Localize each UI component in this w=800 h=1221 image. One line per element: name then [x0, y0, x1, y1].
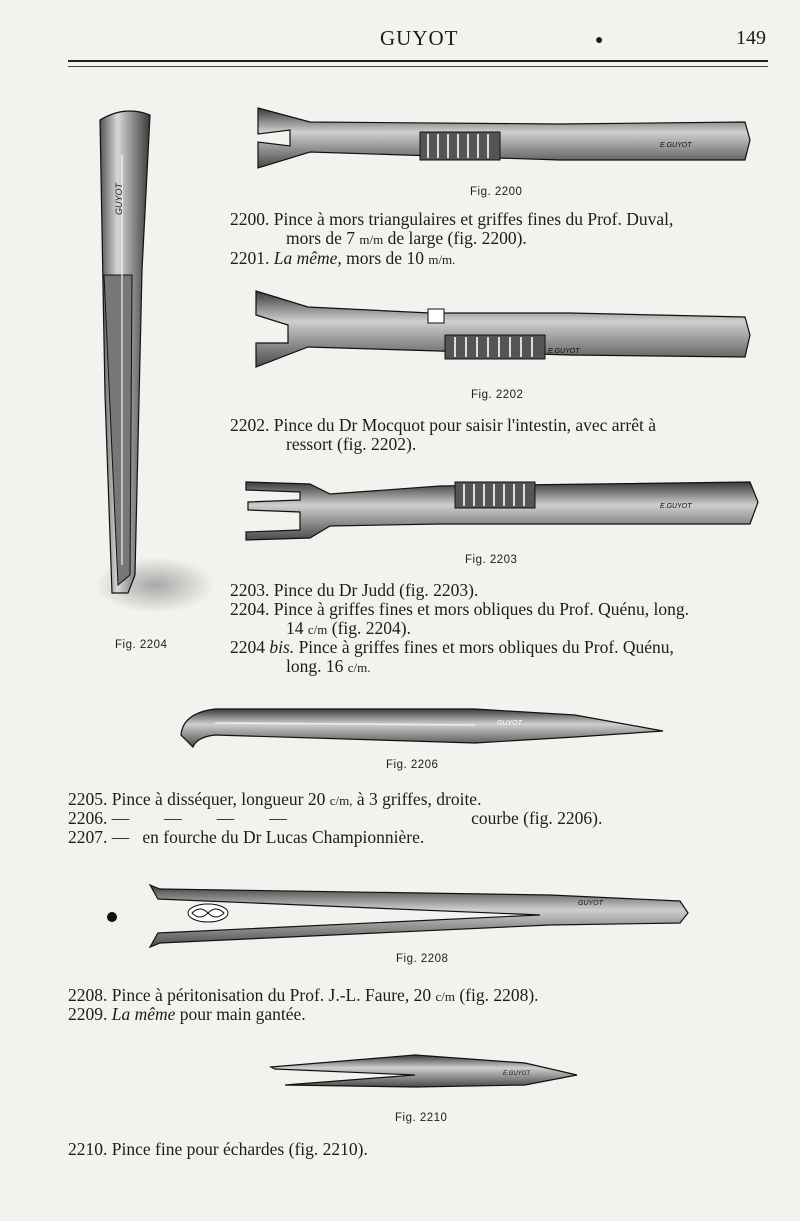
forceps-2204-illustration [70, 95, 220, 640]
entry-text: Pince à griffes fines et mors obliques du Prof. Quénu, long. [273, 599, 689, 619]
entry-2200 [230, 211, 673, 228]
unit-fraction: c/m [435, 989, 455, 1004]
figure-label-2202: Fig. 2202 [471, 389, 524, 401]
entry-italic: La même, [273, 248, 342, 268]
engraving-e-guyot-2200: E.GUYOT [660, 142, 692, 149]
header-rule-thin [68, 66, 768, 67]
figure-label-2206: Fig. 2206 [386, 759, 439, 771]
entry-italic: La même [111, 1004, 176, 1024]
unit-fraction: c/m. [347, 660, 371, 675]
page-number: 149 [736, 27, 766, 49]
unit-fraction: c/m, [329, 793, 353, 808]
engraving-e-guyot-2210: E.GUYOT [503, 1071, 531, 1077]
entry-text: (fig. 2204). [331, 618, 411, 638]
entry-text: Pince fine pour échardes (fig. 2210). [111, 1139, 368, 1159]
entry-text: — en fourche du Dr Lucas Championnière. [111, 827, 425, 847]
header-rule [68, 60, 768, 62]
figure-label-2203: Fig. 2203 [465, 554, 518, 566]
engraving-guyot-2208: GUYOT [578, 900, 603, 907]
forceps-2203-illustration [240, 468, 765, 553]
entry-text: (fig. 2208). [459, 985, 539, 1005]
entry-text: de large (fig. 2200). [387, 228, 527, 248]
engraving-guyot-2204: GUYOT [114, 182, 124, 215]
entry-2204-bis-line2 [286, 658, 371, 676]
entry-number: 2200. [230, 209, 270, 229]
entry-number: 2208. [68, 985, 108, 1005]
entry-2208 [68, 987, 539, 1005]
engraving-guyot-2206: GUYOT [497, 720, 522, 727]
engraving-e-guyot-2202: E.GUYOT [548, 348, 580, 355]
forceps-2210-illustration [265, 1045, 585, 1095]
entry-number: 2203. [230, 580, 270, 600]
entry-text: Pince à griffes fines et mors obliques du Prof. Quénu, [298, 637, 674, 657]
page-header-title: GUYOT [380, 26, 459, 50]
entry-number: 2204 [230, 637, 265, 657]
entry-2210 [68, 1141, 368, 1158]
entry-number: 2207. [68, 827, 108, 847]
entry-number: 2209. [68, 1004, 108, 1024]
forceps-2206-illustration [175, 695, 670, 755]
forceps-2200-illustration [250, 100, 755, 172]
entry-number: 2205. [68, 789, 108, 809]
entry-text: Pince à péritonisation du Prof. J.-L. Faure, 20 [111, 985, 432, 1005]
entry-2205 [68, 791, 481, 809]
entry-number: 2210. [68, 1139, 108, 1159]
entry-2207 [68, 829, 424, 846]
figure-label-2210: Fig. 2210 [395, 1112, 448, 1124]
entry-2202 [230, 417, 656, 434]
entry-text: long. 16 [286, 656, 344, 676]
unit-fraction: m/m. [428, 252, 456, 267]
entry-2204-line2 [286, 620, 411, 638]
entry-2209 [68, 1006, 306, 1023]
unit-fraction: m/m [359, 232, 384, 247]
entry-text: Pince à mors triangulaires et griffes fines du Prof. Duval, [273, 209, 674, 229]
entry-text: ressort (fig. 2202). [286, 434, 417, 454]
forceps-2202-illustration [250, 285, 755, 380]
entry-number: 2204. [230, 599, 270, 619]
engraving-e-guyot-2203: E.GUYOT [660, 503, 692, 510]
entry-text: Pince à disséquer, longueur 20 [111, 789, 326, 809]
entry-2203 [230, 582, 478, 599]
entry-2204-bis [230, 639, 674, 656]
unit-fraction: c/m [307, 622, 328, 637]
figure-label-2204: Fig. 2204 [115, 639, 168, 651]
entry-text: à 3 griffes, droite. [356, 789, 482, 809]
entry-italic: bis. [269, 637, 295, 657]
figure-label-2208: Fig. 2208 [396, 953, 449, 965]
entry-number: 2202. [230, 415, 270, 435]
entry-text: mors de 7 [286, 228, 356, 248]
entry-2201 [230, 250, 455, 268]
header-dot: ● [595, 33, 604, 48]
entry-text: courbe (fig. 2206). [471, 808, 603, 828]
forceps-2208-illustration [100, 875, 695, 950]
entry-number: 2206. [68, 808, 108, 828]
entry-2202-line2 [286, 436, 416, 453]
entry-text: 14 [286, 618, 304, 638]
entry-2204 [230, 601, 689, 618]
entry-text: pour main gantée. [179, 1004, 306, 1024]
entry-number: 2201. [230, 248, 270, 268]
entry-text: mors de 10 [346, 248, 424, 268]
entry-2200-line2 [286, 230, 527, 248]
entry-text: Pince du Dr Judd (fig. 2203). [273, 580, 479, 600]
entry-text: Pince du Dr Mocquot pour saisir l'intestin, avec arrêt à [273, 415, 656, 435]
figure-label-2200: Fig. 2200 [470, 186, 523, 198]
entry-2206 [68, 810, 602, 827]
entry-dashes: — — — — [111, 808, 287, 828]
